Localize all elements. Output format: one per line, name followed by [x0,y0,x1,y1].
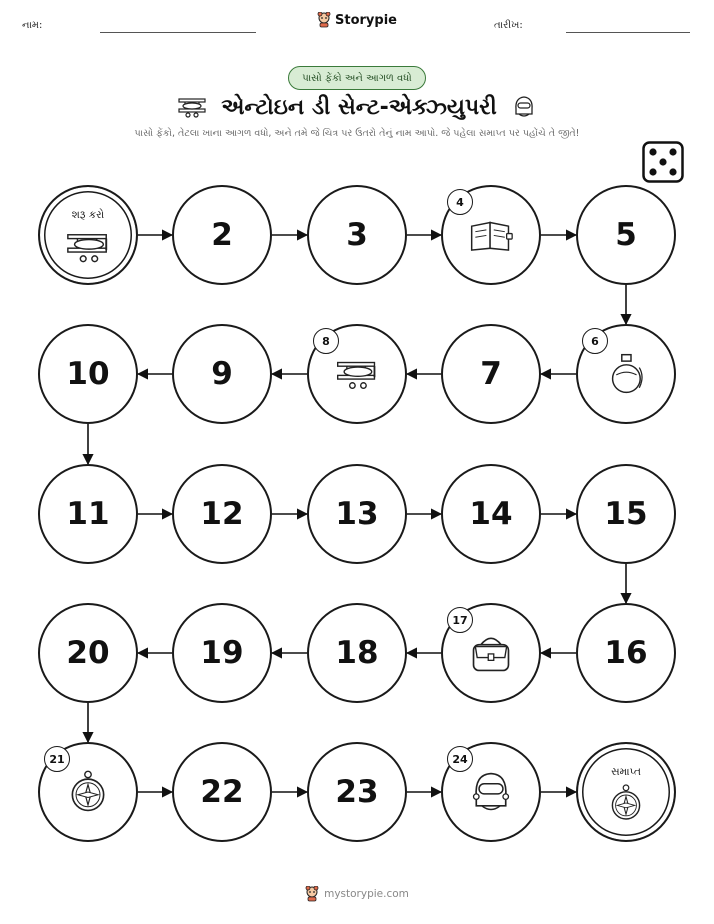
square-number-badge: 21 [44,746,70,772]
date-label: તારીખ: [494,20,523,31]
finish-label: સમાપ્ત [611,766,641,778]
board-square-2[interactable] [172,185,272,285]
board-square-11[interactable] [38,464,138,564]
board-square-14[interactable] [441,464,541,564]
subtitle-pill: પાસો ફેંકો અને આગળ વધો [288,66,426,90]
square-number: 23 [335,774,379,810]
board-square-18[interactable] [307,603,407,703]
board-square-4[interactable] [441,185,541,285]
finish-square[interactable] [576,742,676,842]
flask-icon [608,351,645,397]
board-square-6[interactable] [576,324,676,424]
footer-url[interactable]: mystorypie.com [324,888,409,900]
compass-icon [65,769,111,815]
square-number: 16 [604,635,648,671]
board-square-7[interactable] [441,324,541,424]
board-square-20[interactable] [38,603,138,703]
board-square-16[interactable] [576,603,676,703]
square-number: 5 [615,217,637,253]
square-number-badge: 17 [447,607,473,633]
biplane-icon [334,357,380,390]
name-label: નામ: [22,20,43,31]
board-square-8[interactable] [307,324,407,424]
book-icon [468,217,514,254]
pilot-helmet-icon [468,769,514,815]
board-square-17[interactable] [441,603,541,703]
board-square-19[interactable] [172,603,272,703]
square-number-badge: 8 [313,328,339,354]
square-number: 9 [211,356,233,392]
brand-name: Storypie [335,12,397,28]
board-square-3[interactable] [307,185,407,285]
page-title: એન્ટોઇન ડી સેન્ટ-એક્ઝ્યુપરી [221,94,497,120]
square-number: 18 [335,635,379,671]
instructions: પાસો ફેંકો, તેટલા ખાના આગળ વધો, અને તમે જે ચિત્ર પર ઉતરો તેનું નામ આપો. જે પહેલા સમાપ્ત પર પહોંચે તે જીતે! [134,128,580,139]
square-number: 11 [66,496,110,532]
square-number: 22 [200,774,244,810]
board-square-5[interactable] [576,185,676,285]
board-square-24[interactable] [441,742,541,842]
biplane-icon [64,229,112,264]
square-number: 19 [200,635,244,671]
square-number: 7 [480,356,502,392]
board-square-23[interactable] [307,742,407,842]
square-number: 20 [66,635,110,671]
square-number: 2 [211,217,233,253]
square-number: 14 [469,496,513,532]
square-number: 3 [346,217,368,253]
start-square[interactable] [38,185,138,285]
board-square-12[interactable] [172,464,272,564]
square-number: 10 [66,356,110,392]
start-label: શરૂ કરો [71,209,105,221]
square-number-badge: 24 [447,746,473,772]
square-number: 12 [200,496,244,532]
square-number-badge: 4 [447,189,473,215]
compass-icon [606,783,646,823]
board-square-13[interactable] [307,464,407,564]
board-square-10[interactable] [38,324,138,424]
board-square-21[interactable] [38,742,138,842]
board-square-15[interactable] [576,464,676,564]
square-number: 15 [604,496,648,532]
board-square-9[interactable] [172,324,272,424]
board-square-22[interactable] [172,742,272,842]
square-number: 13 [335,496,379,532]
storypie-mascot-icon [305,886,319,902]
square-number-badge: 6 [582,328,608,354]
satchel-icon [468,630,514,676]
footer [0,886,714,902]
